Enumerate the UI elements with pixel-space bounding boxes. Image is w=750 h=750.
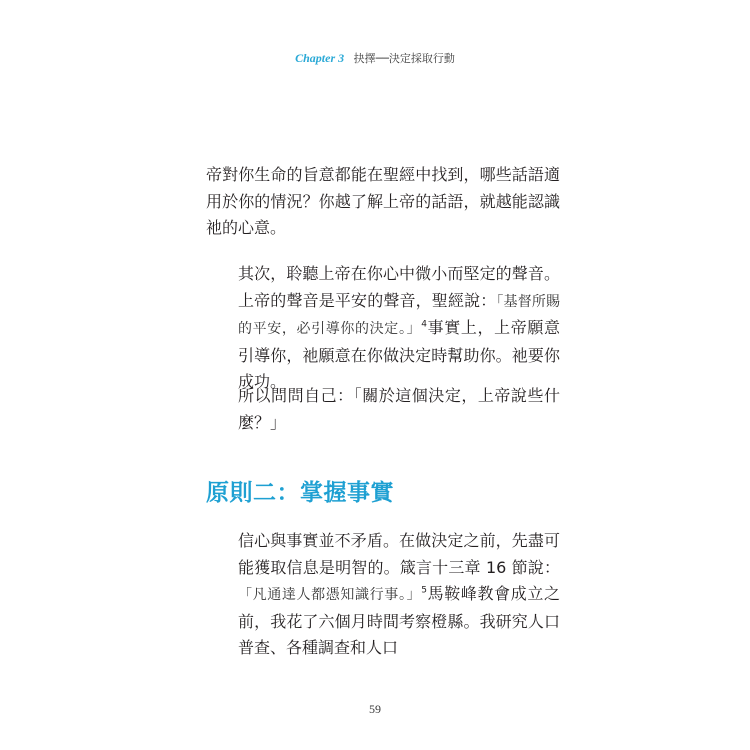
footnote-ref-5: 5 xyxy=(421,585,427,596)
paragraph-2-after: 事實上，上帝願意引導你，祂願意在你做決定時幫助你。祂要你成功。 xyxy=(238,318,560,391)
chapter-label: Chapter 3 xyxy=(295,51,345,65)
scripture-quote-2: 「凡通達人都憑知識行事。」 xyxy=(238,587,422,603)
page-number: 59 xyxy=(369,702,381,716)
paragraph-4-before: 信心與事實並不矛盾。在做決定之前，先盡可能獲取信息是明智的。箴言十三章 16 節說： xyxy=(238,531,560,577)
scripture-quote-1: 「基督所賜的平安，必引導你的決定。」 xyxy=(238,293,560,337)
paragraph-2 xyxy=(206,261,560,396)
paragraph-2-before: 其次，聆聽上帝在你心中微小而堅定的聲音。上帝的聲音是平安的聲音，聖經說： xyxy=(238,264,560,310)
paragraph-2-text xyxy=(206,261,560,396)
paragraph-3-text: 所以問問自己：「關於這個決定，上帝說些什麼？」 xyxy=(238,386,560,432)
chapter-title: 抉擇──決定採取行動 xyxy=(353,52,455,65)
running-header xyxy=(0,50,750,67)
paragraph-3 xyxy=(206,383,560,436)
paragraph-1-text: 帝對你生命的旨意都能在聖經中找到，哪些話語適用於你的情況？你越了解上帝的話語，就越能認識祂的心意。 xyxy=(206,165,560,237)
paragraph-1 xyxy=(206,162,560,242)
paragraph-4-text xyxy=(206,528,560,662)
footnote-ref-4: 4 xyxy=(421,319,427,330)
paragraph-4 xyxy=(206,528,560,662)
section-heading: 原則二：掌握事實 xyxy=(206,479,394,506)
paragraph-4-after: 馬鞍峰教會成立之前，我花了六個月時間考察橙縣。我研究人口普查、各種調查和人口 xyxy=(238,584,560,657)
